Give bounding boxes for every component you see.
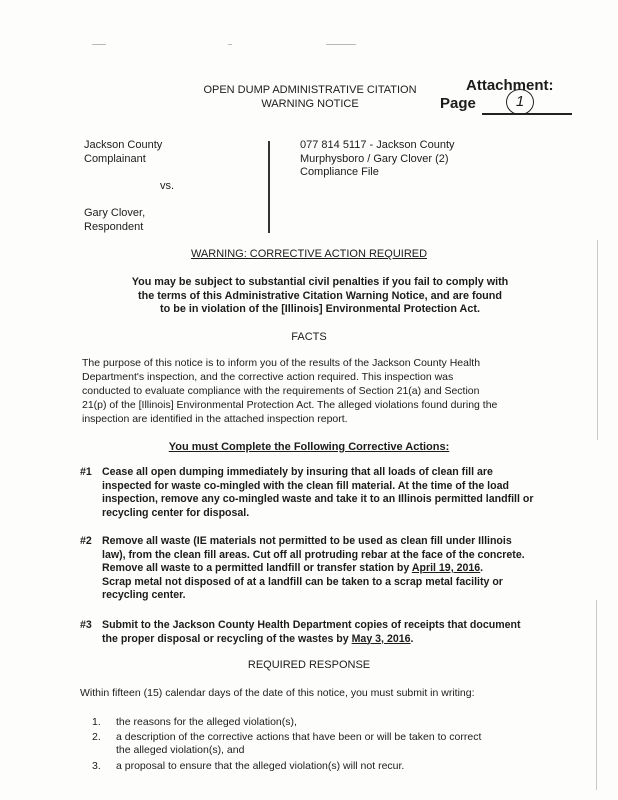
actions-heading: You must Complete the Following Corrective Actions: (168, 441, 450, 453)
action-item-1 (80, 466, 600, 526)
respondent-name: Gary Clover, (84, 207, 146, 219)
response-item-3-text: a proposal to ensure that the alleged violation(s) will not recur. (116, 760, 405, 772)
response-item-2-line-1: a description of the corrective actions that have been or will be taken to correct (116, 731, 482, 743)
scan-artifact (228, 44, 232, 45)
response-item-3 (92, 760, 597, 774)
response-heading: REQUIRED RESPONSE (247, 659, 371, 671)
complainant-block (84, 139, 162, 166)
action-3-line-2 (102, 633, 600, 647)
response-item-2-number: 2. (92, 731, 101, 743)
case-info-line-1: 077 814 5117 - Jackson County (300, 139, 455, 151)
action-item-3 (80, 619, 600, 649)
action-3-line-1: Submit to the Jackson County Health Department copies of receipts that document (102, 619, 521, 631)
action-3-line-2-text: the proper disposal or recycling of the wastes by (102, 632, 352, 645)
action-2-line-3-end: . (480, 562, 484, 574)
page-number-circle (506, 89, 534, 115)
case-info-line-2: Murphysboro / Gary Clover (2) (300, 152, 449, 165)
page-label: Page (440, 95, 476, 112)
document-title (190, 84, 430, 111)
scan-artifact (92, 44, 106, 45)
versus-label: vs. (160, 180, 175, 192)
facts-paragraph (82, 356, 594, 426)
action-1-line-4: recycling center for disposal. (102, 506, 250, 519)
action-2-line-4: Scrap metal not disposed of at a landfill can be taken to a scrap metal facility or (102, 575, 503, 588)
action-1-line-2: inspected for waste co-mingled with the clean fill material. At the time of the load (102, 479, 509, 492)
facts-line-5: inspection are identified in the attached inspection report. (82, 413, 348, 425)
case-info-line-3: Compliance File (300, 166, 379, 178)
action-2-line-3 (102, 562, 600, 576)
facts-line-2: Department's inspection, and the corrective action required. This inspection was (82, 371, 454, 383)
respondent-block (84, 207, 145, 234)
action-1-line-1: Cease all open dumping immediately by insuring that all loads of clean fill are (102, 466, 493, 478)
title-line-1: OPEN DUMP ADMINISTRATIVE CITATION (203, 84, 417, 96)
response-intro: Within fifteen (15) calendar days of the date of this notice, you must submit in writing: (80, 687, 475, 699)
warning-heading: WARNING: CORRECTIVE ACTION REQUIRED (190, 248, 428, 260)
facts-line-1: The purpose of this notice is to inform you of the results of the Jackson County Health (82, 357, 481, 369)
scan-artifact (326, 44, 356, 45)
action-2-line-1: Remove all waste (IE materials not permitted to be used as clean fill under Illinois (102, 535, 512, 547)
response-item-3-number: 3. (92, 760, 101, 772)
action-3-deadline: May 3, 2016 (351, 632, 411, 645)
warning-line-1: You may be subject to substantial civil penalties if you fail to comply with (131, 276, 509, 288)
warning-line-2: the terms of this Administrative Citation Warning Notice, and are found (138, 289, 502, 302)
action-1-number: #1 (80, 466, 92, 478)
page-underline (482, 113, 572, 115)
response-item-2 (92, 731, 597, 759)
response-item-2-line-2: the alleged violation(s), and (116, 744, 245, 756)
response-item-1-text: the reasons for the alleged violation(s), (116, 716, 297, 728)
facts-line-3: conducted to evaluate compliance with the requirements of Section 21(a) and Section (82, 385, 480, 397)
action-1-line-3: inspection, remove any co-mingled waste and take it to an Illinois permitted landfill or (102, 493, 534, 505)
action-2-number: #2 (80, 535, 92, 547)
response-item-1-number: 1. (92, 716, 101, 728)
page-number: 1 (515, 93, 525, 110)
action-2-line-3-text: Remove all waste to a permitted landfill or transfer station by (102, 562, 412, 574)
action-item-2 (80, 535, 600, 607)
title-line-2: WARNING NOTICE (261, 97, 359, 110)
respondent-role: Respondent (84, 220, 144, 233)
case-divider (268, 141, 270, 233)
facts-line-4: 21(p) of the [Illinois] Environmental Protection Act. The alleged violations found during the (82, 399, 498, 411)
case-info-block (300, 139, 455, 180)
action-3-number: #3 (80, 619, 92, 631)
action-3-line-2-end: . (410, 632, 414, 645)
attachment-label: Attachment: (466, 77, 554, 94)
warning-line-3: to be in violation of the [Illinois] Environmental Protection Act. (160, 303, 480, 315)
response-item-1 (92, 716, 597, 730)
complainant-role: Complainant (84, 152, 146, 165)
action-2-deadline: April 19, 2016 (411, 562, 481, 574)
action-2-line-2: law), from the clean fill areas. Cut off all protruding rebar at the face of the concrete. (102, 548, 525, 561)
warning-paragraph (100, 276, 540, 317)
action-2-line-5: recycling center. (102, 589, 186, 601)
complainant-name: Jackson County (84, 139, 163, 151)
facts-heading: FACTS (291, 331, 327, 343)
